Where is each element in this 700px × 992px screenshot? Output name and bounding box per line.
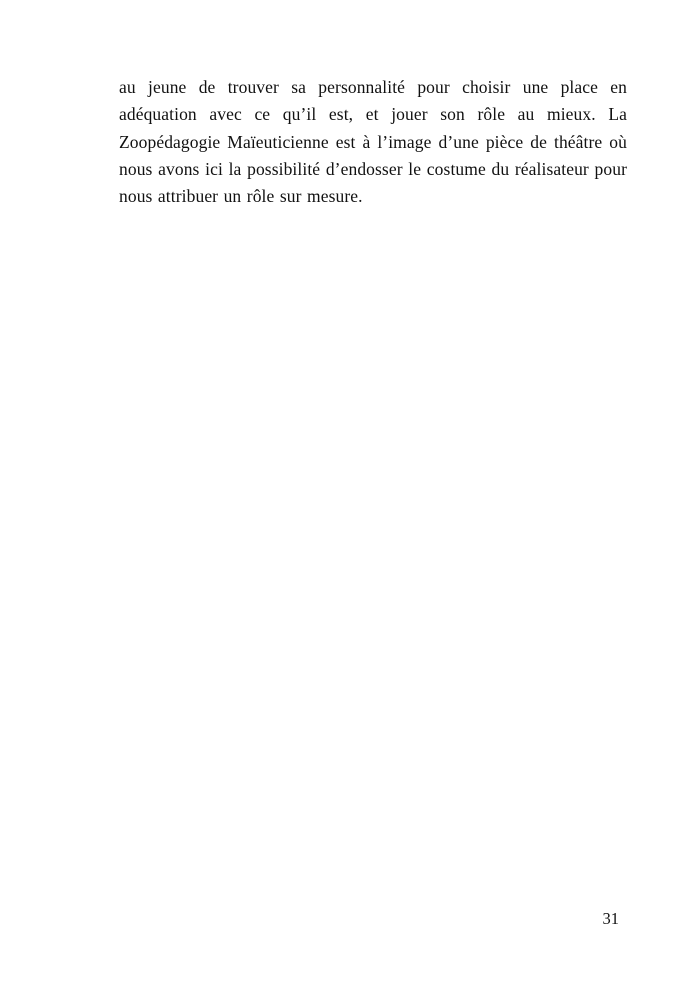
body-paragraph: au jeune de trouver sa personnalité pour choisir une place en adéquation avec ce qu’il est, et jouer son rôle au mieux. La Zoopédagogie Maïeuticienne est à l’image d’une pièce de théâtre où nous avons ici la possibilité d’endosser le costume du réalisateur pour nous attribuer un rôle sur mesure. [119,77,627,207]
page-number: 31 [602,909,619,928]
